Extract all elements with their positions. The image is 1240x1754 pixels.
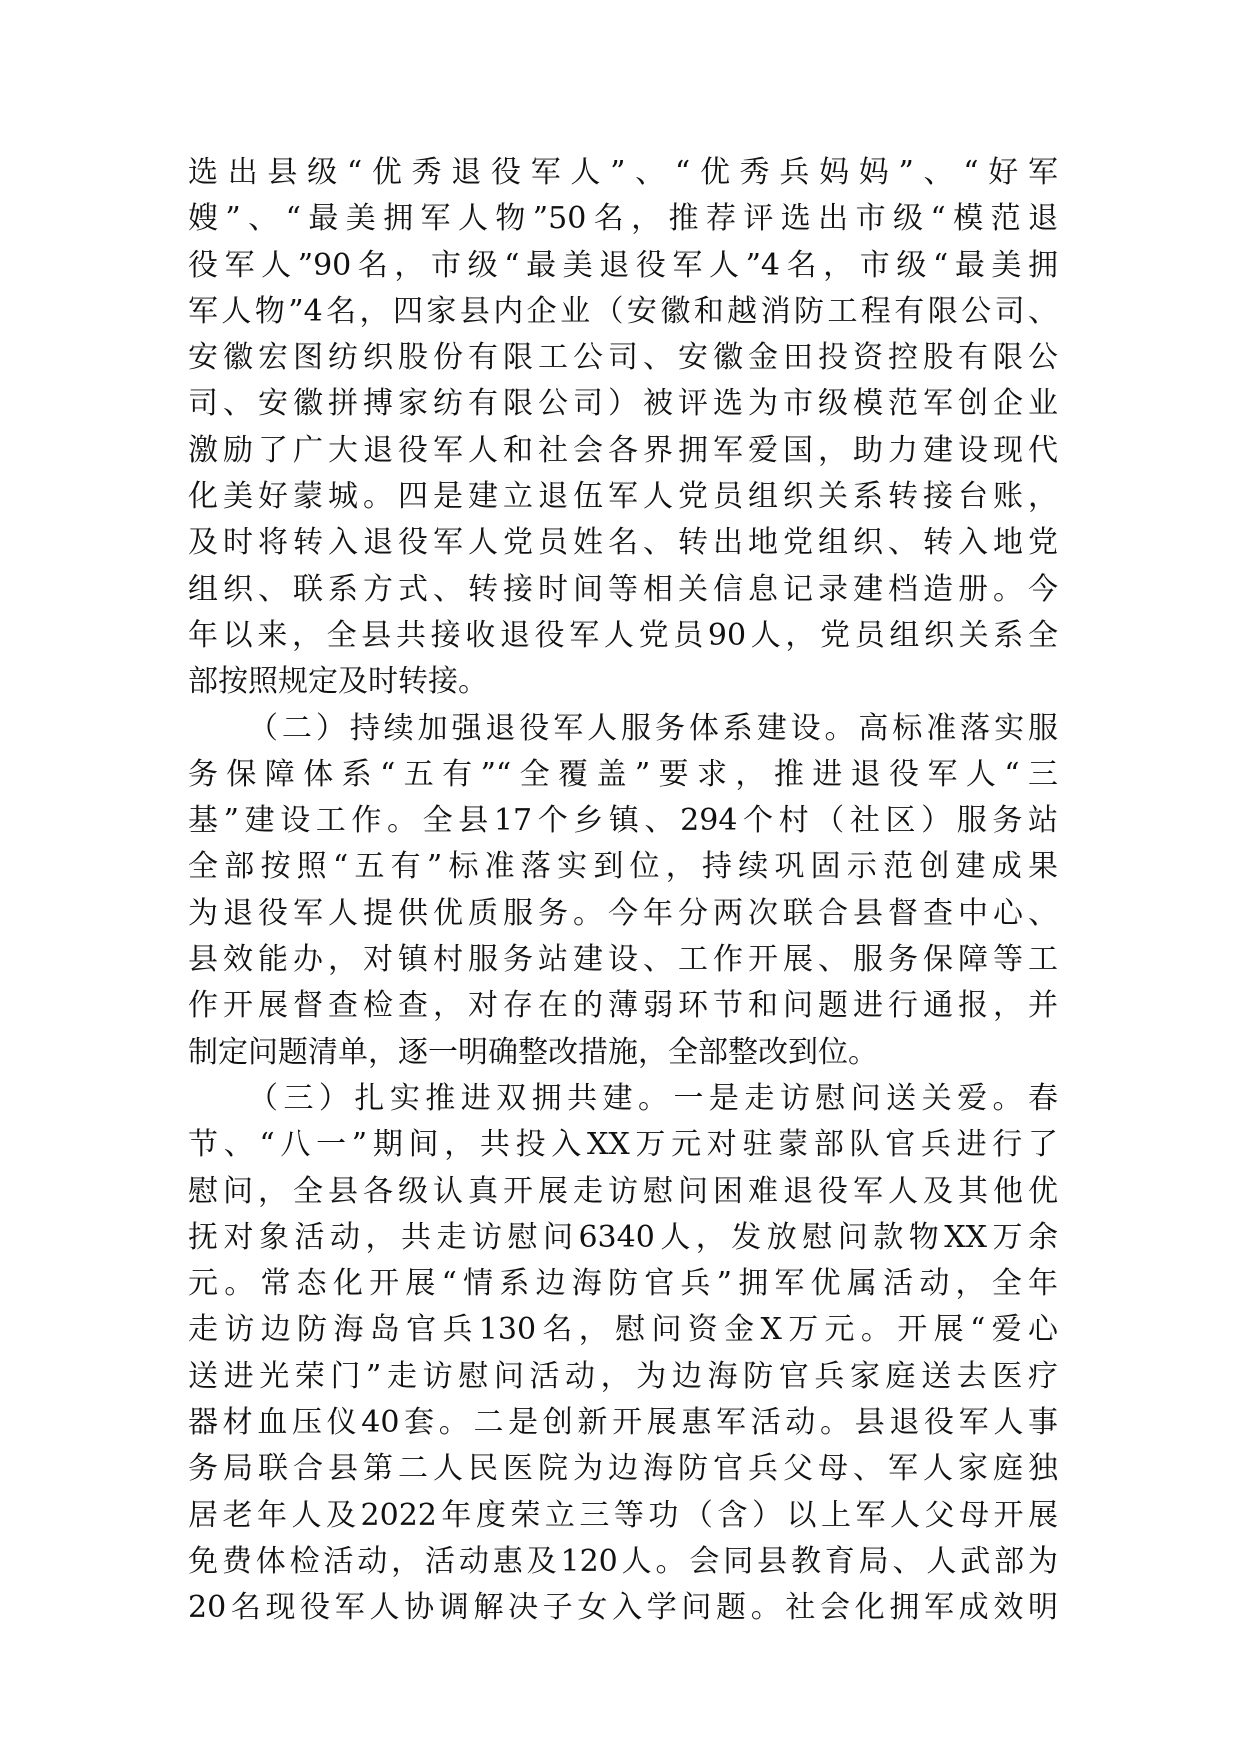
text-line: 化美好蒙城。四是建立退伍军人党员组织关系转接台账， [188, 479, 1058, 515]
text-line: 20名现役军人协调解决子女入学问题。社会化拥军成效明 [188, 1590, 1058, 1626]
text-line: 选出县级“优秀退役军人”、“优秀兵妈妈”、“好军 [188, 155, 1058, 190]
text-line: 安徽宏图纺织股份有限工公司、安徽金田投资控股有限公 [188, 340, 1058, 376]
text-line: 激励了广大退役军人和社会各界拥军爱国，助力建设现代 [188, 432, 1058, 468]
text-line: 送进光荣门”走访慰问活动，为边海防官兵家庭送去医疗 [188, 1358, 1058, 1394]
text-line: 元。常态化开展“情系边海防官兵”拥军优属活动，全年 [188, 1266, 1058, 1302]
text-line: 居老年人及2022年度荣立三等功（含）以上军人父母开展 [188, 1497, 1058, 1533]
text-line: 务保障体系“五有”“全覆盖”要求，推进退役军人“三 [188, 756, 1058, 792]
text-line: 年以来，全县共接收退役军人党员90人，党员组织关系全 [188, 617, 1058, 653]
text-line: 组织、联系方式、转接时间等相关信息记录建档造册。今 [188, 571, 1058, 607]
text-line: （三）扎实推进双拥共建。一是走访慰问送关爱。春 [248, 1080, 1058, 1116]
text-line: 节、“八一”期间，共投入XX万元对驻蒙部队官兵进行了 [188, 1127, 1058, 1163]
text-line: 军人物”4名，四家县内企业（安徽和越消防工程有限公司、 [188, 293, 1058, 329]
text-line: 器材血压仪40套。二是创新开展惠军活动。县退役军人事 [188, 1405, 1058, 1441]
text-line: 司、安徽拼搏家纺有限公司）被评选为市级模范军创企业 [188, 386, 1058, 422]
text-line: 作开展督查检查，对存在的薄弱环节和问题进行通报，并 [188, 988, 1058, 1024]
text-line: 全部按照“五有”标准落实到位，持续巩固示范创建成果 [188, 849, 1058, 885]
text-line: （二）持续加强退役军人服务体系建设。高标准落实服 [248, 710, 1058, 746]
text-line: 慰问，全县各级认真开展走访慰问困难退役军人及其他优 [188, 1173, 1058, 1209]
text-line: 役军人”90名，市级“最美退役军人”4名，市级“最美拥 [188, 247, 1058, 283]
text-line: 基”建设工作。全县17个乡镇、294个村（社区）服务站 [188, 803, 1058, 839]
text-line: 部按照规定及时转接。 [188, 664, 488, 700]
document-body [188, 150, 1058, 1632]
text-line: 制定问题清单，逐一明确整改措施，全部整改到位。 [188, 1034, 878, 1070]
text-line: 免费体检活动，活动惠及120人。会同县教育局、人武部为 [188, 1543, 1058, 1579]
text-line: 抚对象活动，共走访慰问6340人，发放慰问款物XX万余 [188, 1219, 1058, 1255]
text-line: 嫂”、“最美拥军人物”50名，推荐评选出市级“模范退 [188, 201, 1058, 237]
text-line: 走访边防海岛官兵130名，慰问资金X万元。开展“爱心 [188, 1312, 1058, 1348]
text-line: 为退役军人提供优质服务。今年分两次联合县督查中心、 [188, 895, 1058, 931]
text-line: 务局联合县第二人民医院为边海防官兵父母、军人家庭独 [188, 1451, 1058, 1487]
text-line: 及时将转入退役军人党员姓名、转出地党组织、转入地党 [188, 525, 1058, 561]
text-line: 县效能办，对镇村服务站建设、工作开展、服务保障等工 [188, 942, 1058, 978]
